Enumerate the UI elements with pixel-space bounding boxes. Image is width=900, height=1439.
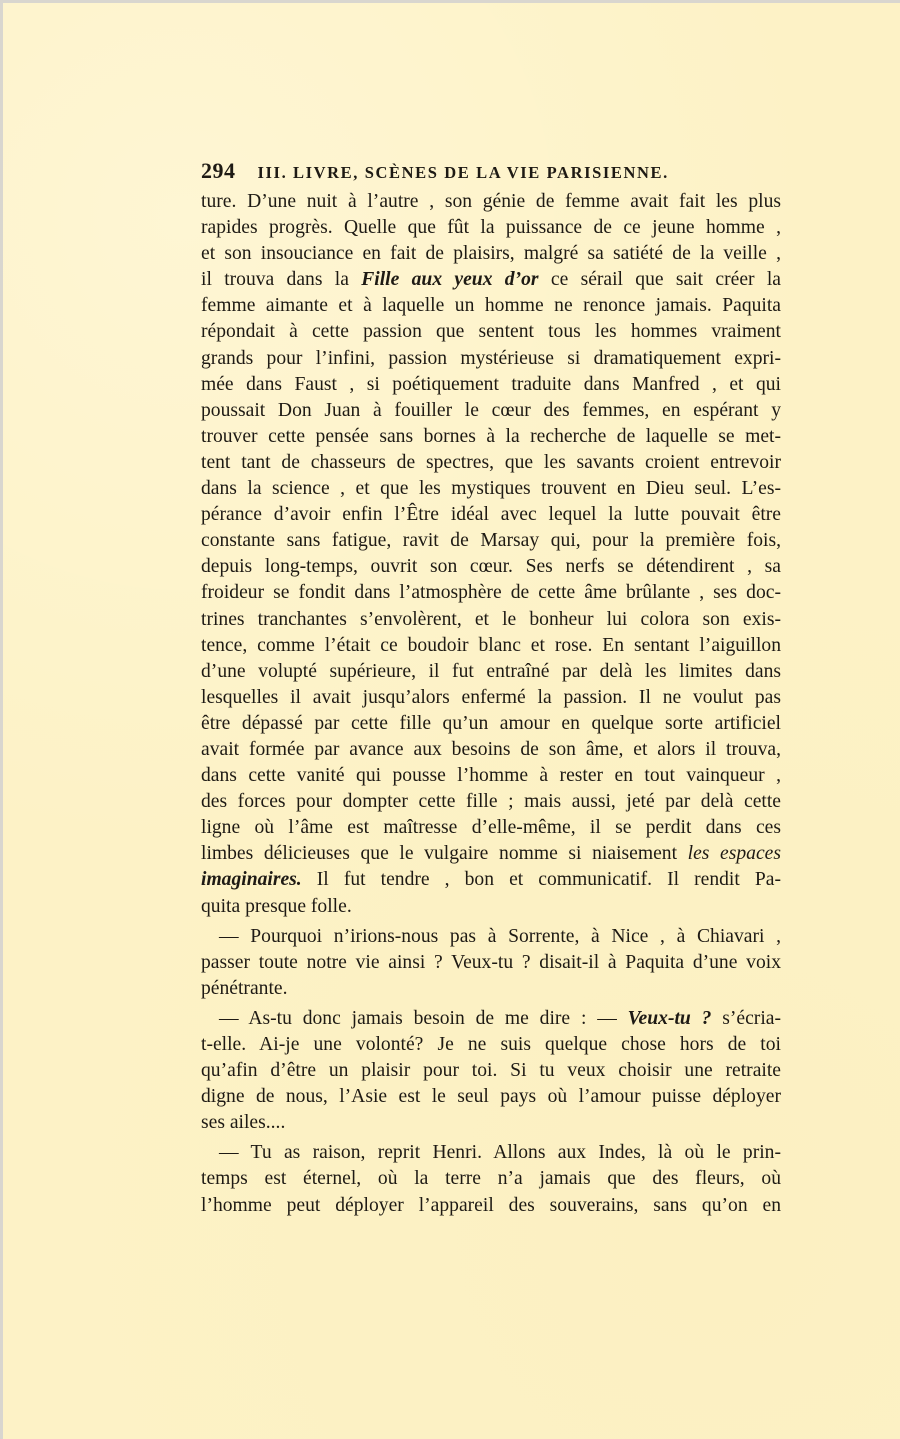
text-line xyxy=(201,580,781,606)
text-segment: — Pourquoi n’irions-nous pas à Sorrente, à Nice , à Chiavari , xyxy=(219,925,781,947)
text-line xyxy=(201,659,781,685)
italic-text: imaginaires. xyxy=(201,869,302,891)
text-line xyxy=(201,950,781,976)
text-segment: ce sérail que sait créer la xyxy=(538,269,781,291)
text-segment: et son insouciance en fait de plaisirs, malgré sa satiété de la veille , xyxy=(201,243,781,265)
text-segment: temps est éternel, où la terre n’a jamais que des fleurs, où xyxy=(201,1168,781,1190)
text-line xyxy=(201,1084,781,1110)
text-segment: mée dans Faust , si poétiquement traduite dans Manfred , et qui xyxy=(201,373,781,395)
running-head-title: III. LIVRE, SCÈNES DE LA VIE PARISIENNE. xyxy=(257,163,669,182)
text-line xyxy=(201,398,781,424)
text-line xyxy=(201,346,781,372)
text-segment: dans la science , et que les mystiques trouvent en Dieu seul. L’es- xyxy=(201,478,781,500)
text-line xyxy=(201,763,781,789)
text-line xyxy=(201,476,781,502)
text-line xyxy=(201,867,781,893)
text-line xyxy=(201,215,781,241)
text-line xyxy=(201,976,781,1002)
text-segment: t-elle. Ai-je une volonté? Je ne suis quelque chose hors de toi xyxy=(201,1034,781,1055)
body-text xyxy=(201,189,781,1219)
italic-text: Veux-tu ? xyxy=(627,1007,712,1029)
text-line xyxy=(201,711,781,737)
text-line xyxy=(201,1140,781,1166)
text-segment: ligne où l’âme est maîtresse d’elle-même, il se perdit dans ces xyxy=(201,817,781,839)
text-segment: d’une volupté supérieure, il fut entraîné par delà les limites dans xyxy=(201,660,781,682)
text-segment: s’écria- xyxy=(711,1007,781,1029)
text-line xyxy=(201,450,781,476)
text-segment: tent tant de chasseurs de spectres, que les savants croient entrevoir xyxy=(201,451,781,473)
text-segment: limbes délicieuses que le vulgaire nomme si niaisement xyxy=(201,843,688,865)
text-line xyxy=(201,633,781,659)
text-segment: ses ailes.... xyxy=(201,1112,286,1134)
text-segment: — Tu as raison, reprit Henri. Allons aux Indes, là où le prin- xyxy=(219,1142,781,1164)
text-segment: grands pour l’infini, passion mystérieuse si dramatiquement expri- xyxy=(201,347,781,369)
text-segment: être dépassé par cette fille qu’un amour en quelque sorte artificiel xyxy=(201,712,781,734)
text-line xyxy=(201,924,781,950)
text-line xyxy=(201,1006,781,1032)
text-segment: constante sans fatigue, ravit de Marsay qui, pour la première fois, xyxy=(201,530,781,552)
text-line xyxy=(201,241,781,267)
running-head xyxy=(201,153,781,189)
text-segment: ture. D’une nuit à l’autre , son génie de femme avait fait les plus xyxy=(201,191,781,212)
text-segment: tence, comme l’était ce boudoir blanc et rose. En sentant l’aiguillon xyxy=(201,634,781,656)
book-page xyxy=(3,3,900,1439)
text-segment: répondait à cette passion que sentent tous les hommes vraiment xyxy=(201,321,781,343)
text-segment: passer toute notre vie ainsi ? Veux-tu ? disait-il à Paquita d’une voix xyxy=(201,951,781,973)
text-line xyxy=(201,319,781,345)
text-block xyxy=(201,153,781,1219)
text-segment: depuis long-temps, ouvrit son cœur. Ses nerfs se détendirent , sa xyxy=(201,556,781,578)
text-line xyxy=(201,1110,781,1136)
italic-text: Fille aux yeux d’or xyxy=(361,269,539,291)
text-segment: rapides progrès. Quelle que fût la puissance de ce jeune homme , xyxy=(201,217,781,239)
text-line xyxy=(201,502,781,528)
text-line xyxy=(201,1058,781,1084)
text-line xyxy=(201,607,781,633)
text-segment: digne de nous, l’Asie est le seul pays où l’amour puisse déployer xyxy=(201,1086,781,1108)
text-segment: lesquelles il avait jusqu’alors enfermé la passion. Il ne voulut pas xyxy=(201,686,781,708)
text-segment: femme aimante et à laquelle un homme ne renonce jamais. Paquita xyxy=(201,295,781,317)
text-segment: — As-tu donc jamais besoin de me dire : — xyxy=(219,1007,628,1029)
text-line xyxy=(201,685,781,711)
text-segment: Il fut tendre , bon et communicatif. Il rendit Pa- xyxy=(301,869,781,891)
text-line xyxy=(201,1166,781,1192)
text-line xyxy=(201,528,781,554)
text-line xyxy=(201,554,781,580)
italic-text: les espaces xyxy=(687,843,781,865)
text-line xyxy=(201,789,781,815)
text-segment: trouver cette pensée sans bornes à la recherche de laquelle se met- xyxy=(201,425,781,447)
text-line xyxy=(201,737,781,763)
text-segment: avait formée par avance aux besoins de son âme, et alors il trouva, xyxy=(201,738,781,760)
text-segment: quita presque folle. xyxy=(201,895,352,917)
text-segment: pénétrante. xyxy=(201,977,288,999)
text-segment: froideur se fondit dans l’atmosphère de cette âme brûlante , ses doc- xyxy=(201,582,781,604)
text-line xyxy=(201,1032,781,1058)
text-line xyxy=(201,293,781,319)
text-line xyxy=(201,424,781,450)
text-segment: l’homme peut déployer l’appareil des souverains, sans qu’on en xyxy=(201,1194,781,1216)
text-line xyxy=(201,189,781,215)
text-segment: trines tranchantes s’envolèrent, et le bonheur lui colora son exis- xyxy=(201,608,781,630)
text-line xyxy=(201,1193,781,1219)
text-line xyxy=(201,841,781,867)
text-line xyxy=(201,372,781,398)
text-line xyxy=(201,815,781,841)
page-number: 294 xyxy=(201,158,236,183)
text-segment: des forces pour dompter cette fille ; mais aussi, jeté par delà cette xyxy=(201,791,781,813)
text-line xyxy=(201,267,781,293)
text-segment: il trouva dans la xyxy=(201,269,362,291)
text-segment: poussait Don Juan à fouiller le cœur des femmes, en espérant y xyxy=(201,399,781,421)
text-segment: qu’afin d’être un plaisir pour toi. Si tu veux choisir une retraite xyxy=(201,1060,781,1082)
text-segment: pérance d’avoir enfin l’Être idéal avec lequel la lutte pouvait être xyxy=(201,504,781,526)
text-line xyxy=(201,894,781,920)
text-segment: dans cette vanité qui pousse l’homme à rester en tout vainqueur , xyxy=(201,765,781,787)
